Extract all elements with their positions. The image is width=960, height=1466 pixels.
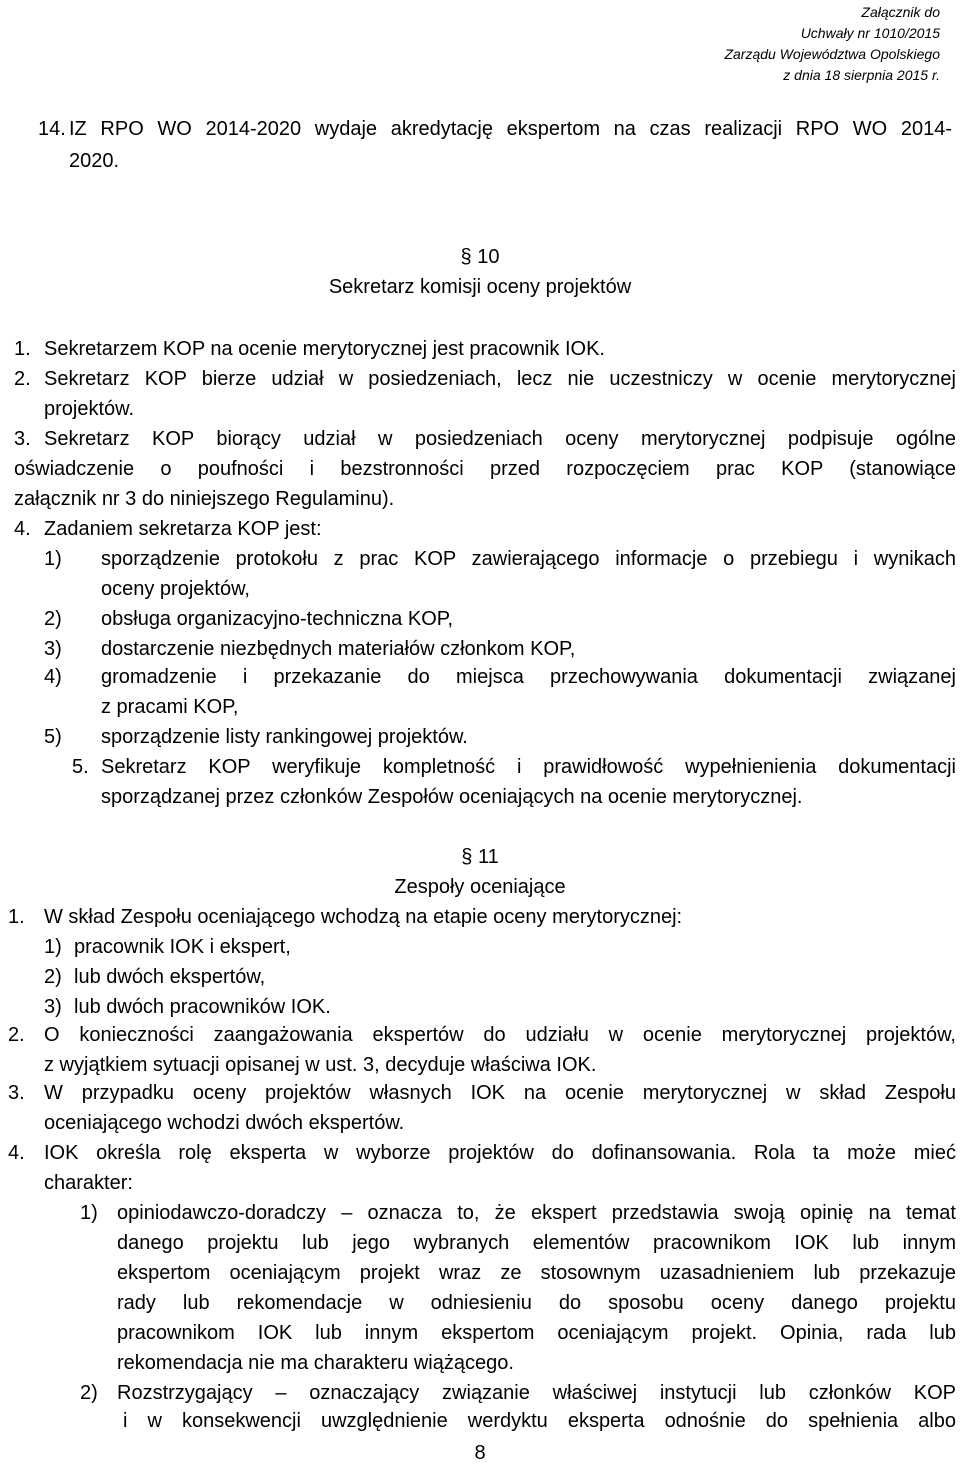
item-text: oceniającego wchodzi dwóch ekspertów. [44, 1112, 405, 1134]
section-title: Zespoły oceniające [394, 876, 566, 898]
header-line: Zarządu Województwa Opolskiego [724, 46, 940, 62]
item-text: pracownikom IOK lub innym ekspertom oceniającym projekt. Opinia, rada lub [117, 1322, 956, 1344]
item-number: 5) [44, 726, 62, 748]
item-text: Sekretarz KOP biorący udział w posiedzeniach oceny merytorycznej podpisuje ogólne [44, 428, 956, 450]
item-number: 3) [44, 638, 62, 660]
header-line: Załącznik do [861, 4, 940, 20]
item-text: rady lub rekomendacje w odniesieniu do sposobu oceny danego projektu [117, 1292, 956, 1314]
item-text: z wyjątkiem sytuacji opisanej w ust. 3, decyduje właściwa IOK. [44, 1054, 597, 1076]
item-text: 2020. [69, 150, 120, 172]
item-text: rekomendacja nie ma charakteru wiążącego. [117, 1352, 514, 1374]
item-text: dostarczenie niezbędnych materiałów członkom KOP, [101, 638, 576, 660]
item-number: 3) [44, 996, 62, 1018]
item-text: W skład Zespołu oceniającego wchodzą na etapie oceny merytorycznej: [44, 906, 683, 928]
item-text: opiniodawczo-doradczy – oznacza to, że ekspert przedstawia swoją opinię na temat [117, 1202, 956, 1224]
item-number: 5. [72, 756, 89, 778]
item-text: z pracami KOP, [101, 696, 239, 718]
item-text: lub dwóch pracowników IOK. [74, 996, 331, 1018]
item-number: 4) [44, 666, 62, 688]
item-number: 2) [44, 608, 62, 630]
item-text: Sekretarz KOP bierze udział w posiedzeniach, lecz nie uczestniczy w ocenie merytorycznej [44, 368, 956, 390]
item-number: 14. [38, 118, 66, 140]
item-number: 1. [8, 906, 25, 928]
item-text: sporządzenie protokołu z prac KOP zawierającego informacje o przebiegu i wynikach [101, 548, 956, 570]
item-text: Sekretarz KOP weryfikuje kompletność i prawidłowość wypełnienienia dokumentacji [101, 756, 956, 778]
header-line: z dnia 18 sierpnia 2015 r. [783, 67, 940, 83]
item-text: charakter: [44, 1172, 133, 1194]
item-number: 4. [14, 518, 31, 540]
item-text: danego projektu lub jego wybranych elementów pracownikom IOK lub innym [117, 1232, 956, 1254]
item-text: sporządzanej przez członków Zespołów oceniających na ocenie merytorycznej. [101, 786, 803, 808]
item-number: 4. [8, 1142, 25, 1164]
item-text: sporządzenie listy rankingowej projektów. [101, 726, 468, 748]
item-text: ekspertom oceniającym projekt wraz ze stosownym uzasadnieniem lub przekazuje [117, 1262, 956, 1284]
item-text: załącznik nr 3 do niniejszego Regulaminu). [14, 488, 395, 510]
section-title: Sekretarz komisji oceny projektów [328, 276, 632, 298]
item-text: IZ RPO WO 2014-2020 wydaje akredytację ekspertom na czas realizacji RPO WO 2014- [69, 118, 952, 140]
item-number: 2. [8, 1024, 25, 1046]
page-number: 8 [474, 1442, 486, 1464]
item-text: lub dwóch ekspertów, [74, 966, 266, 988]
item-number: 2) [44, 966, 62, 988]
item-text: projektów. [44, 398, 135, 420]
item-number: 2. [14, 368, 31, 390]
item-text: i w konsekwencji uwzględnienie werdyktu eksperta odnośnie do spełnienia albo [123, 1410, 956, 1432]
item-text: IOK określa rolę eksperta w wyborze projektów do dofinansowania. Rola ta może mieć [44, 1142, 956, 1164]
item-number: 1. [14, 338, 31, 360]
item-text: W przypadku oceny projektów własnych IOK na ocenie merytorycznej w skład Zespołu [44, 1082, 956, 1104]
section-number: § 10 [460, 246, 500, 268]
item-text: oceny projektów, [101, 578, 250, 600]
item-number: 1) [44, 936, 62, 958]
item-text: oświadczenie o poufności i bezstronności przed rozpoczęciem prac KOP (stanowiące [14, 458, 956, 480]
item-text: Zadaniem sekretarza KOP jest: [44, 518, 322, 540]
item-text: gromadzenie i przekazanie do miejsca przechowywania dokumentacji związanej [101, 666, 956, 688]
item-text: Rozstrzygający – oznaczający związanie właściwej instytucji lub członków KOP [117, 1382, 956, 1404]
item-number: 3. [14, 428, 31, 450]
item-text: obsługa organizacyjno-techniczna KOP, [101, 608, 454, 630]
item-text: pracownik IOK i ekspert, [74, 936, 291, 958]
item-number: 2) [80, 1382, 98, 1404]
section-number: § 11 [461, 846, 499, 868]
page-header [724, 2, 940, 86]
item-number: 1) [80, 1202, 98, 1224]
header-line: Uchwały nr 1010/2015 [800, 25, 940, 41]
item-number: 1) [44, 548, 62, 570]
item-text: Sekretarzem KOP na ocenie merytorycznej jest pracownik IOK. [44, 338, 605, 360]
item-number: 3. [8, 1082, 25, 1104]
item-text: O konieczności zaangażowania ekspertów do udziału w ocenie merytorycznej projektów, [44, 1024, 956, 1046]
